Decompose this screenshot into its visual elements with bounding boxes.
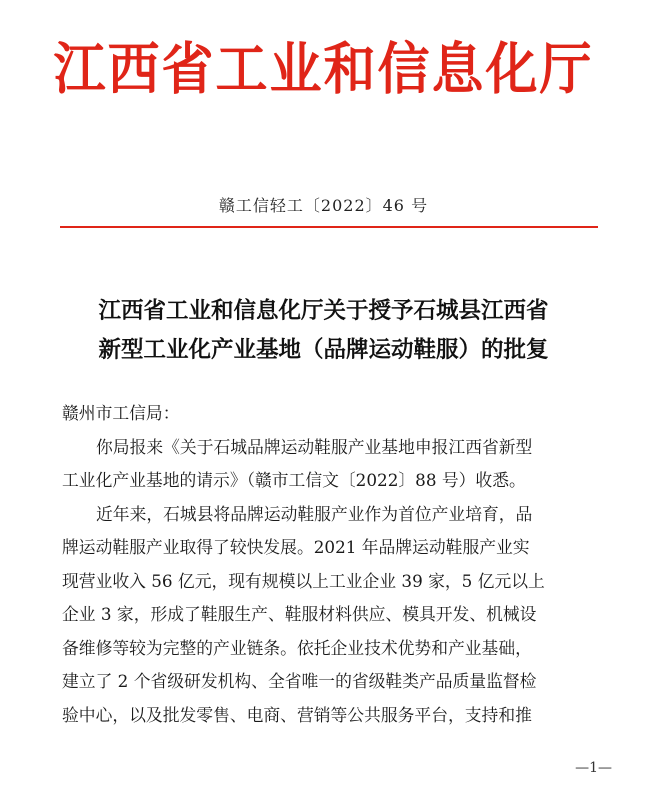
body-line: 牌运动鞋服产业取得了较快发展。2021 年品牌运动鞋服产业实: [62, 537, 530, 557]
document-number: 赣工信轻工〔2022〕46 号: [218, 196, 429, 215]
body-line: 建立了 2 个省级研发机构、全省唯一的省级鞋类产品质量监督检: [62, 671, 537, 691]
body-line: 你局报来《关于石城品牌运动鞋服产业基地申报江西省新型: [96, 436, 533, 457]
document-body: [62, 397, 602, 732]
agency-masthead: 江西省工业和信息化厅: [53, 36, 594, 103]
body-line: 企业 3 家，形成了鞋服生产、鞋服材料供应、模具开发、机械设: [62, 604, 537, 624]
document-title: [40, 292, 607, 370]
title-line-2: 新型工业化产业基地（品牌运动鞋服）的批复: [98, 337, 549, 363]
body-line: 备维修等较为完整的产业链条。依托企业技术优势和产业基础，: [62, 637, 532, 658]
body-line: 近年来，石城县将品牌运动鞋服产业作为首位产业培育，品: [96, 503, 533, 524]
body-line: 验中心，以及批发零售、电商、营销等公共服务平台，支持和推: [62, 704, 532, 725]
title-line-1: 江西省工业和信息化厅关于授予石城县江西省: [98, 298, 549, 324]
body-line: 现营业收入 56 亿元，现有规模以上工业企业 39 家，5 亿元以上: [62, 570, 545, 591]
body-line: 工业化产业基地的请示》（赣市工信文〔2022〕88 号）收悉。: [62, 470, 526, 490]
red-divider-rule: [60, 226, 598, 228]
addressee: 赣州市工信局：: [62, 403, 180, 423]
page-number: —1—: [575, 760, 612, 776]
